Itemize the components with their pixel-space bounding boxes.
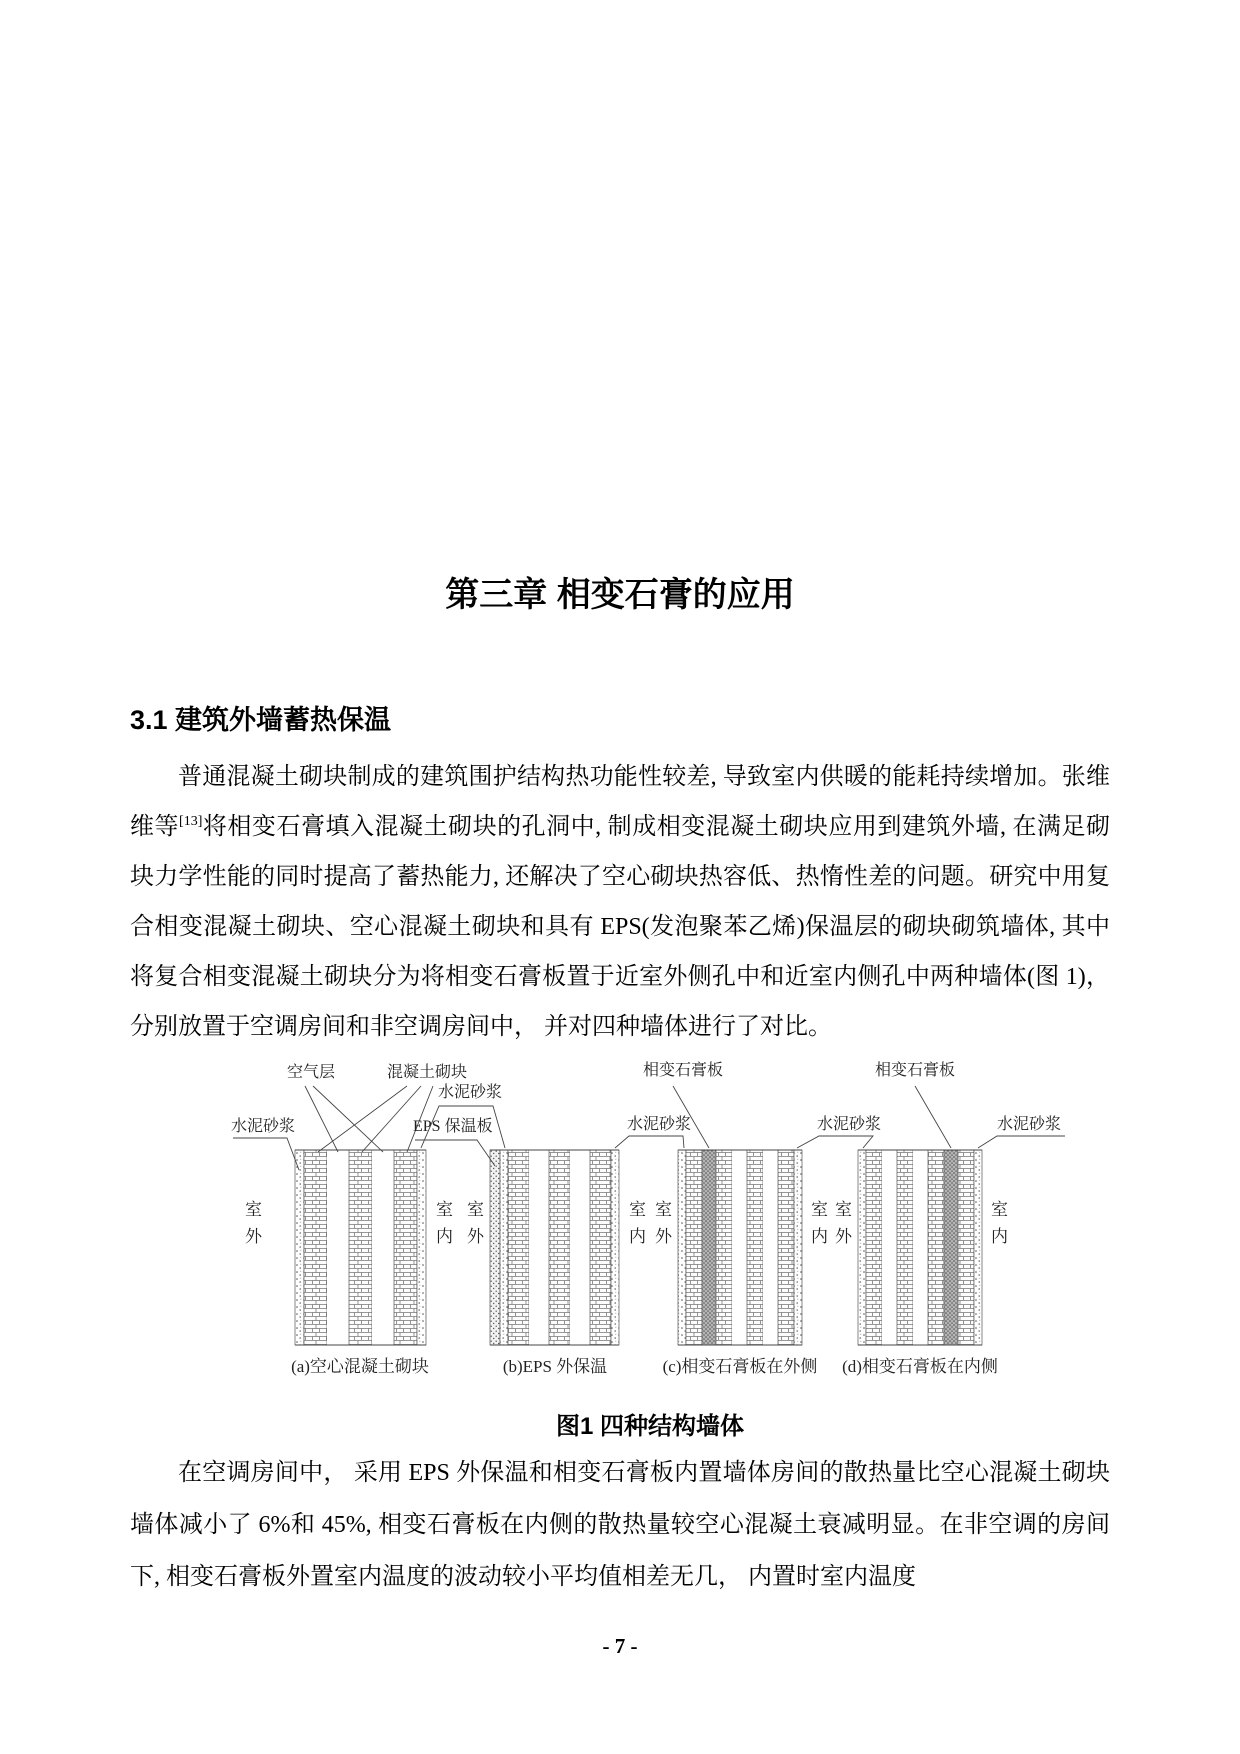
wall-caption-a: (a)空心混凝土砌块 (291, 1357, 429, 1377)
reference-13: [13] (179, 814, 203, 830)
label-cement-mortar-cd: 水泥砂浆 (817, 1116, 882, 1134)
wall-structure-diagram (225, 1060, 1075, 1392)
paragraph-2: 在空调房间中， 采用 EPS 外保温和相变石膏板内置墙体房间的散热量比空心混凝土砌块墙体减小了 6%和 45%, 相变石膏板在内侧的散热量较空心混凝土衰减明显。在非空调的房间下, 相变石膏板外置室内温度的波动较小平均值相差无几， 内置时室内温度 (130, 1460, 1110, 1591)
figure-caption: 图1 四种结构墙体 (555, 1413, 744, 1441)
label-indoor-wall-c: 室内 (808, 1200, 827, 1255)
label-outdoor-wall-b: 室外 (464, 1200, 483, 1255)
wall-caption-d: (d)相变石膏板在内侧 (842, 1357, 998, 1377)
label-outdoor-wall-c: 室外 (652, 1200, 671, 1255)
label-cement-mortar-d-right: 水泥砂浆 (997, 1116, 1062, 1134)
wall-caption-b: (b)EPS 外保温 (502, 1357, 608, 1377)
paragraph-1 (130, 752, 1110, 1052)
label-indoor-wall-a: 室内 (433, 1200, 452, 1255)
figure-1-wall-diagrams (225, 1060, 1075, 1392)
page-number: - 7 - (602, 1634, 638, 1658)
label-eps-board: EPS 保温板 (413, 1118, 493, 1136)
label-cement-mortar-bc: 水泥砂浆 (627, 1116, 692, 1134)
label-cement-mortar-a-left: 水泥砂浆 (231, 1118, 296, 1136)
label-indoor-wall-d: 室内 (988, 1200, 1007, 1255)
label-air-layer: 空气层 (287, 1064, 336, 1082)
paragraph-1-text-cont: 将相变石膏填入混凝土砌块的孔洞中, 制成相变混凝土砌块应用到建筑外墙, 在满足砌块力学性能的同时提高了蓄热能力, 还解决了空心砌块热容低、热惰性差的问题。研究中用复合相变混凝土砌块、空心混凝土砌块和具有 EPS(发泡聚苯乙烯)保温层的砌块砌筑墙体, 其中将复合相变混凝土砌块分为将相变石膏板置于近室外侧孔中和近室内侧孔中两种墙体(图 1)， 分别放置于空调房间和非空调房间中， 并对四种墙体进行了对比。 (130, 814, 1111, 1041)
label-pcm-board-d: 相变石膏板 (875, 1062, 956, 1080)
wall-caption-c: (c)相变石膏板在外侧 (662, 1357, 818, 1377)
label-indoor-wall-b: 室内 (626, 1200, 645, 1255)
chapter-title: 第三章 相变石膏的应用 (445, 576, 795, 614)
label-concrete-block: 混凝土砌块 (387, 1064, 468, 1082)
label-outdoor-wall-a: 室外 (242, 1200, 261, 1255)
label-pcm-board-c: 相变石膏板 (643, 1062, 724, 1080)
section-heading: 3.1 建筑外墙蓄热保温 (130, 704, 392, 735)
paragraph-1-text: 普通混凝土砌块制成的建筑围护结构热功能性较差, 导致室内供暖的能耗持续增加。张维维等 (130, 764, 1110, 841)
label-cement-mortar-ab: 水泥砂浆 (438, 1084, 503, 1102)
label-outdoor-wall-d: 室外 (832, 1200, 851, 1255)
